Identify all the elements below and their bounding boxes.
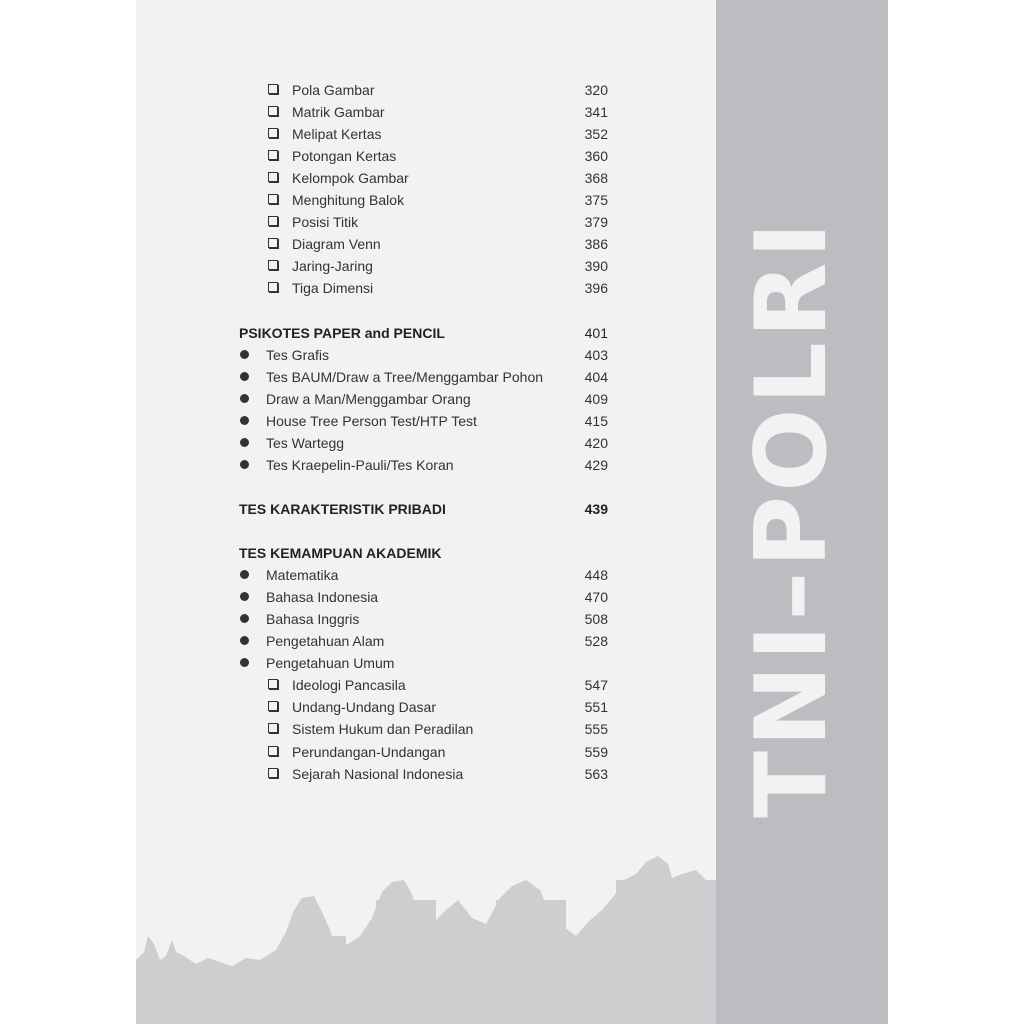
toc-label: Sistem Hukum dan Peradilan (292, 721, 474, 738)
checkbox-icon (268, 746, 278, 756)
toc-entry (0, 145, 1024, 167)
toc-entry (0, 211, 1024, 233)
toc-label: PSIKOTES PAPER and PENCIL (239, 324, 445, 341)
bullet-icon (240, 438, 249, 447)
toc-entry (0, 674, 1024, 696)
toc-entry (0, 652, 1024, 674)
toc-label: Melipat Kertas (292, 126, 382, 143)
toc-page-number: 439 (584, 500, 608, 517)
toc-page-number: 386 (584, 236, 608, 253)
toc-entry (0, 432, 1024, 454)
toc-entry (0, 696, 1024, 718)
toc-entry (0, 366, 1024, 388)
toc-label: Undang-Undang Dasar (292, 699, 436, 716)
toc-entry (0, 79, 1024, 101)
toc-page-number: 555 (584, 721, 608, 738)
toc-page-number: 390 (584, 258, 608, 275)
toc-page-number: 352 (584, 126, 608, 143)
toc-label: Pengetahuan Alam (266, 633, 385, 650)
checkbox-icon (268, 282, 278, 292)
toc-page-number: 559 (584, 743, 608, 760)
toc-page-number: 404 (584, 368, 608, 385)
bullet-icon (240, 394, 249, 403)
bullet-icon (240, 614, 249, 623)
toc-label: Bahasa Indonesia (266, 589, 379, 606)
toc-label: Posisi Titik (292, 214, 359, 231)
toc-label: Tiga Dimensi (292, 280, 374, 297)
bullet-icon (240, 416, 249, 425)
toc-heading (0, 542, 1024, 564)
checkbox-icon (268, 701, 278, 711)
checkbox-icon (268, 194, 278, 204)
toc-entry (0, 410, 1024, 432)
toc-page-number: 403 (584, 346, 608, 363)
checkbox-icon (268, 106, 278, 116)
toc-entry (0, 233, 1024, 255)
toc-label: Bahasa Inggris (266, 611, 360, 628)
toc-label: Ideologi Pancasila (292, 677, 406, 694)
toc-label: Perundangan-Undangan (292, 743, 446, 760)
checkbox-icon (268, 768, 278, 778)
toc-entry (0, 123, 1024, 145)
toc-label: Matrik Gambar (292, 104, 385, 121)
toc-entry (0, 741, 1024, 763)
toc-label: Menghitung Balok (292, 192, 405, 209)
toc-page-number: 360 (584, 148, 608, 165)
toc-heading (0, 322, 1024, 344)
toc-label: TES KEMAMPUAN AKADEMIK (239, 545, 442, 562)
bullet-icon (240, 636, 249, 645)
toc-entry (0, 630, 1024, 652)
toc-entry (0, 255, 1024, 277)
side-title: TNI–POLRI (735, 218, 849, 818)
bullet-icon (240, 460, 249, 469)
toc-page-number: 401 (584, 324, 608, 341)
toc-entry (0, 586, 1024, 608)
toc-entry (0, 388, 1024, 410)
checkbox-icon (268, 679, 278, 689)
bullet-icon (240, 658, 249, 667)
toc-entry (0, 101, 1024, 123)
checkbox-icon (268, 150, 278, 160)
bullet-icon (240, 592, 249, 601)
bullet-icon (240, 350, 249, 359)
checkbox-icon (268, 238, 278, 248)
toc-page-number: 375 (584, 192, 608, 209)
toc-label: Jaring-Jaring (292, 258, 373, 275)
toc-label: Potongan Kertas (292, 148, 397, 165)
toc-heading (0, 498, 1024, 520)
toc-page-number: 429 (584, 456, 608, 473)
checkbox-icon (268, 128, 278, 138)
toc-page-number: 528 (584, 633, 608, 650)
toc-page-number: 551 (584, 699, 608, 716)
toc-label: Tes Kraepelin-Pauli/Tes Koran (266, 456, 454, 473)
toc-label: Draw a Man/Menggambar Orang (266, 390, 471, 407)
toc-label: Tes BAUM/Draw a Tree/Menggambar Pohon (266, 368, 544, 385)
toc-label: Pola Gambar (292, 82, 375, 98)
bullet-icon (240, 570, 249, 579)
toc-entry (0, 454, 1024, 476)
toc-entry (0, 718, 1024, 740)
toc-page-number: 396 (584, 280, 608, 297)
toc-label: Diagram Venn (292, 236, 381, 253)
toc-entry (0, 344, 1024, 366)
toc-label: TES KARAKTERISTIK PRIBADI (239, 500, 446, 517)
toc-page-number: 409 (584, 390, 608, 407)
checkbox-icon (268, 84, 278, 94)
bullet-icon (240, 372, 249, 381)
soldiers-silhouette (136, 840, 716, 1024)
toc-entry (0, 564, 1024, 586)
toc-label: Tes Wartegg (266, 434, 345, 451)
toc-page-number: 547 (584, 677, 608, 694)
checkbox-icon (268, 723, 278, 733)
toc-page-number: 508 (584, 611, 608, 628)
toc-entry (0, 763, 1024, 785)
toc-label: Tes Grafis (266, 346, 330, 363)
toc-page-number: 415 (584, 412, 608, 429)
toc-entry (0, 277, 1024, 299)
toc-label: Kelompok Gambar (292, 170, 409, 187)
toc-label: Matematika (266, 567, 339, 584)
toc-entry (0, 167, 1024, 189)
toc-label: Pengetahuan Umum (266, 655, 395, 672)
toc-label: House Tree Person Test/HTP Test (266, 412, 477, 429)
toc-page-number: 470 (584, 589, 608, 606)
toc-page-number: 563 (584, 765, 608, 782)
toc-entry (0, 608, 1024, 630)
toc-entry (0, 189, 1024, 211)
checkbox-icon (268, 172, 278, 182)
toc-page-number: 420 (584, 434, 608, 451)
toc-page-number: 448 (584, 567, 608, 584)
toc-page-number: 341 (584, 104, 608, 121)
toc-page-number: 368 (584, 170, 608, 187)
checkbox-icon (268, 216, 278, 226)
toc-label: Sejarah Nasional Indonesia (292, 765, 464, 782)
toc-page-number: 320 (584, 82, 608, 98)
toc-page-number: 379 (584, 214, 608, 231)
checkbox-icon (268, 260, 278, 270)
